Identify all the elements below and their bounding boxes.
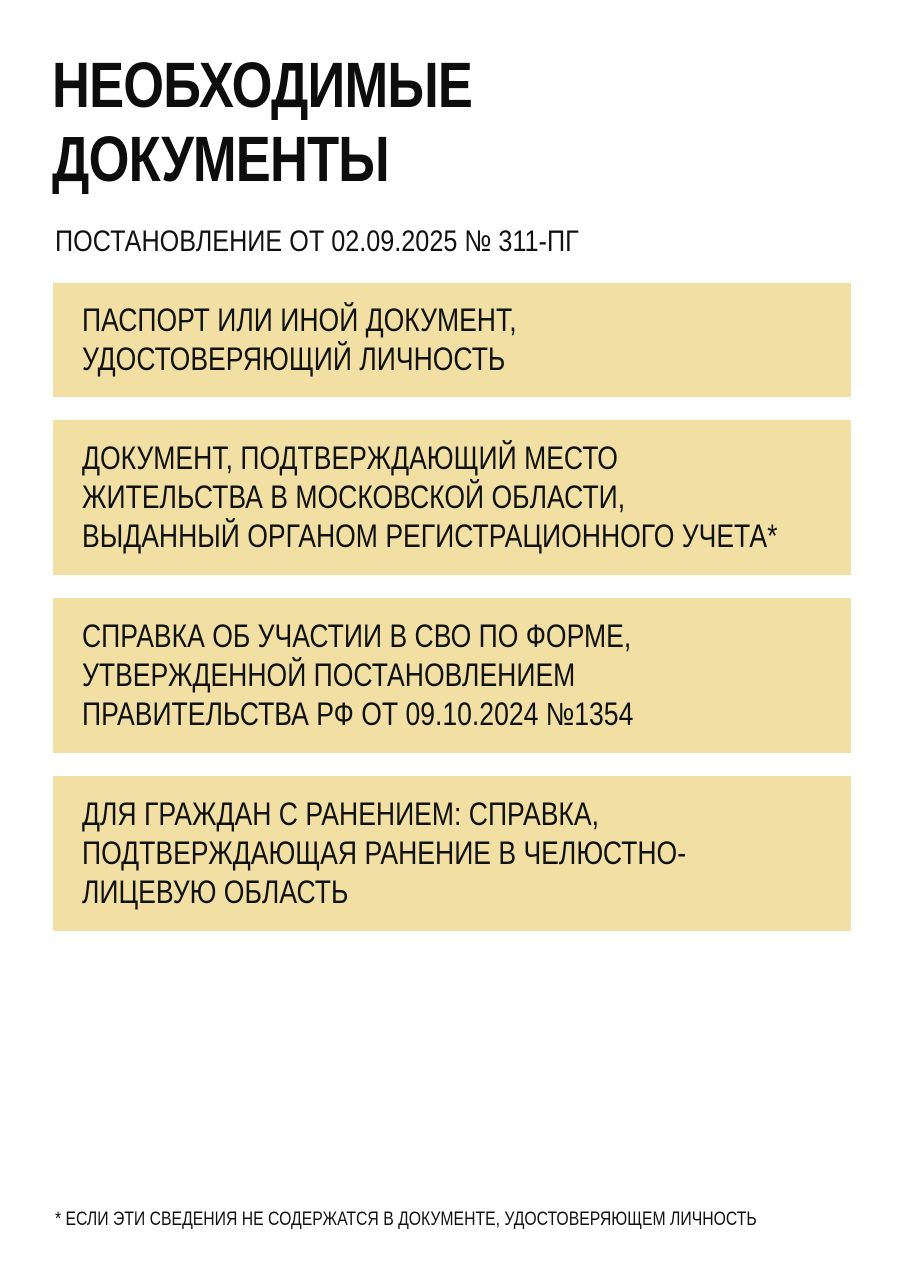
- document-item-line: ЖИТЕЛЬСТВА В МОСКОВСКОЙ ОБЛАСТИ,: [82, 479, 626, 515]
- page-title-line-2: ДОКУМЕНТЫ: [52, 123, 389, 195]
- document-item-line: ПОДТВЕРЖДАЮЩАЯ РАНЕНИЕ В ЧЕЛЮСТНО-: [82, 835, 687, 871]
- document-item-passport: [53, 283, 851, 397]
- document-item-line: ЛИЦЕВУЮ ОБЛАСТЬ: [82, 874, 349, 910]
- document-item-line: ПРАВИТЕЛЬСТВА РФ ОТ 09.10.2024 №1354: [82, 696, 634, 732]
- document-item-line: ВЫДАННЫЙ ОРГАНОМ РЕГИСТРАЦИОННОГО УЧЕТА*: [82, 518, 778, 554]
- document-item-injury-certificate: [53, 776, 851, 931]
- document-item-line: УТВЕРЖДЕННОЙ ПОСТАНОВЛЕНИЕМ: [82, 657, 576, 693]
- document-item-line: ДОКУМЕНТ, ПОДТВЕРЖДАЮЩИЙ МЕСТО: [82, 440, 618, 476]
- document-item-line: СПРАВКА ОБ УЧАСТИИ В СВО ПО ФОРМЕ,: [82, 618, 632, 654]
- document-item-line: ПАСПОРТ ИЛИ ИНОЙ ДОКУМЕНТ,: [82, 302, 517, 338]
- document-item-svo-certificate: [53, 598, 851, 753]
- document-item-line: УДОСТОВЕРЯЮЩИЙ ЛИЧНОСТЬ: [82, 341, 506, 377]
- page-title-line-1: НЕОБХОДИМЫЕ: [52, 49, 473, 121]
- document-item-residence: [53, 420, 851, 575]
- footnote: * ЕСЛИ ЭТИ СВЕДЕНИЯ НЕ СОДЕРЖАТСЯ В ДОКУМЕНТЕ, УДОСТОВЕРЯЮЩЕМ ЛИЧНОСТЬ: [55, 1209, 757, 1230]
- document-item-line: ДЛЯ ГРАЖДАН С РАНЕНИЕМ: СПРАВКА,: [82, 796, 599, 832]
- resolution-reference: ПОСТАНОВЛЕНИЕ ОТ 02.09.2025 № 311-ПГ: [55, 225, 579, 258]
- page-title: [52, 48, 708, 196]
